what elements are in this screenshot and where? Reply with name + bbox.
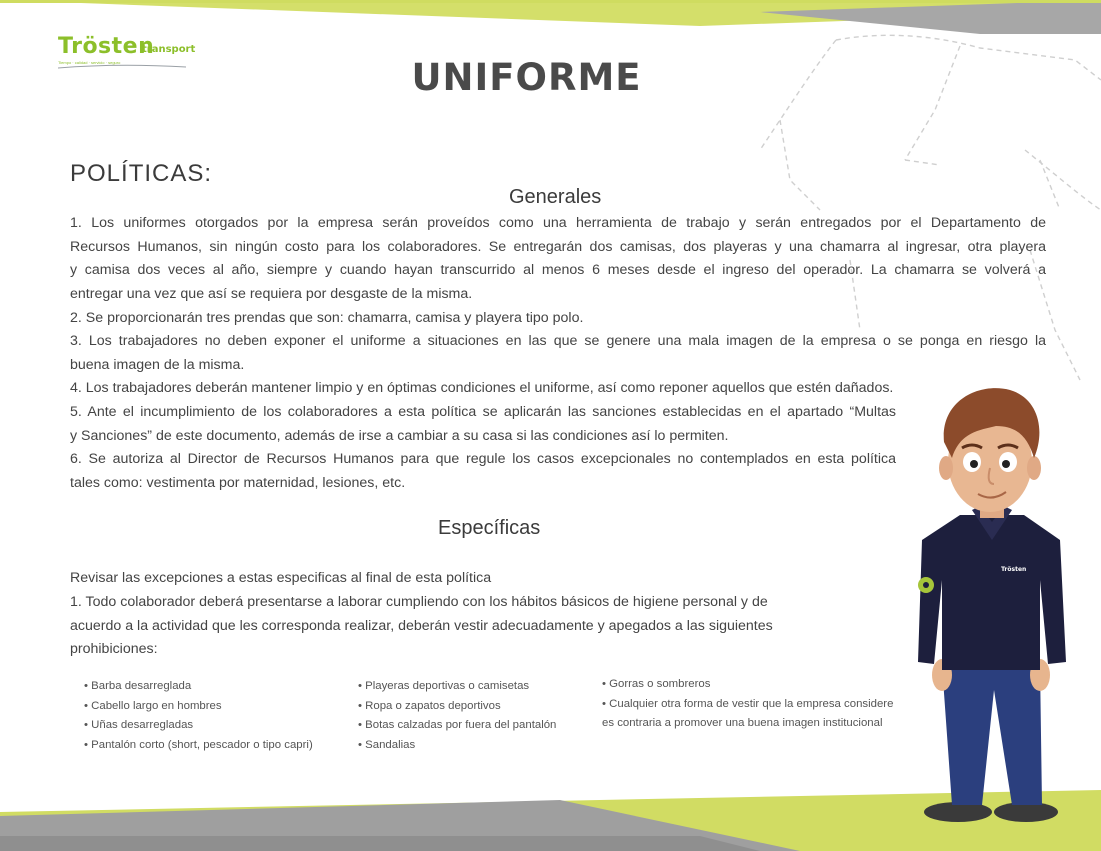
generales-line-8: 4. Los trabajadores deberán mantener limpio y en óptimas condiciones el uniforme, así como reponer aquellos que estén dañados. <box>70 380 894 396</box>
generales-line-2: Recursos Humanos, sin ningún costo para los colaboradores. Se entregarán dos camisas, dos playeras y una chamarra al ingresar, otra playera <box>70 239 1046 255</box>
prohibitions-list-3 <box>602 675 893 734</box>
generales-line-1: 1. Los uniformes otorgados por la empresa serán proveídos como una herramienta de trabajo y serán entregados por el Departamento de <box>70 215 1046 231</box>
generales-line-12: tales como: vestimenta por maternidad, lesiones, etc. <box>70 475 406 491</box>
list-item: es contraria a promover una buena imagen institucional <box>602 717 883 729</box>
generales-line-11: 6. Se autoriza al Director de Recursos Humanos para que regule los casos excepcionales no contemplados en esta política <box>70 451 896 467</box>
generales-line-4: entregar una vez que así se requiera por desgaste de la misma. <box>70 286 473 302</box>
especificas-line-2: 1. Todo colaborador deberá presentarse a laborar cumpliendo con los hábitos básicos de higiene personal y de <box>70 594 768 610</box>
section-title: POLÍTICAS: <box>70 160 213 187</box>
generales-line-7: buena imagen de la misma. <box>70 357 245 373</box>
jacket-logo: Trösten <box>1001 566 1027 573</box>
list-item: • Botas calzadas por fuera del pantalón <box>358 719 557 731</box>
logo-tagline: Tiempo · calidad · servicio · seguro <box>58 60 121 65</box>
especificas-line-3: acuerdo a la actividad que les corresponda realizar, deberán vestir adecuadamente y apegados a las siguientes <box>70 618 773 634</box>
especificas-line-1: Revisar las excepciones a estas especificas al final de esta política <box>70 570 492 586</box>
generales-line-3: y camisa dos veces al año, siempre y cuando hayan transcurrido al menos 6 meses desde el ingreso del operador. La chamarra se volverá a <box>70 262 1046 278</box>
list-item: • Sandalias <box>358 738 416 751</box>
prohibitions-list-1 <box>84 677 313 755</box>
list-item: • Pantalón corto (short, pescador o tipo capri) <box>84 738 313 751</box>
logo-suffix: transport <box>142 44 196 55</box>
especificas-line-4: prohibiciones: <box>70 641 158 657</box>
page-title: UNIFORME <box>411 56 642 99</box>
list-item: • Ropa o zapatos deportivos <box>358 699 501 712</box>
list-item: • Playeras deportivas o camisetas <box>358 680 530 692</box>
logo-name: Trösten <box>58 34 155 59</box>
list-item: • Uñas desarregladas <box>84 719 194 731</box>
list-item: • Gorras o sombreros <box>602 678 711 690</box>
generales-line-6: 3. Los trabajadores no deben exponer el uniforme a situaciones en las que se genere una mala imagen de la empresa o se ponga en riesgo la <box>70 333 1046 349</box>
generales-heading: Generales <box>509 186 602 208</box>
generales-line-5: 2. Se proporcionarán tres prendas que son: chamarra, camisa y playera tipo polo. <box>70 310 584 326</box>
generales-line-9: 5. Ante el incumplimiento de los colaboradores a esta política se aplicarán las sanciones establecidas en el apartado “Multas <box>70 404 896 420</box>
mascot-illustration <box>900 380 1080 830</box>
especificas-heading: Específicas <box>438 517 541 539</box>
list-item: • Cualquier otra forma de vestir que la empresa considere <box>602 697 894 710</box>
prohibitions-list-2 <box>358 677 556 755</box>
list-item: • Cabello largo en hombres <box>84 699 222 712</box>
generales-line-10: y Sanciones” de este documento, además de irse a cambiar a su casa si las condiciones así lo permiten. <box>70 428 729 444</box>
list-item: • Barba desarreglada <box>84 680 192 692</box>
